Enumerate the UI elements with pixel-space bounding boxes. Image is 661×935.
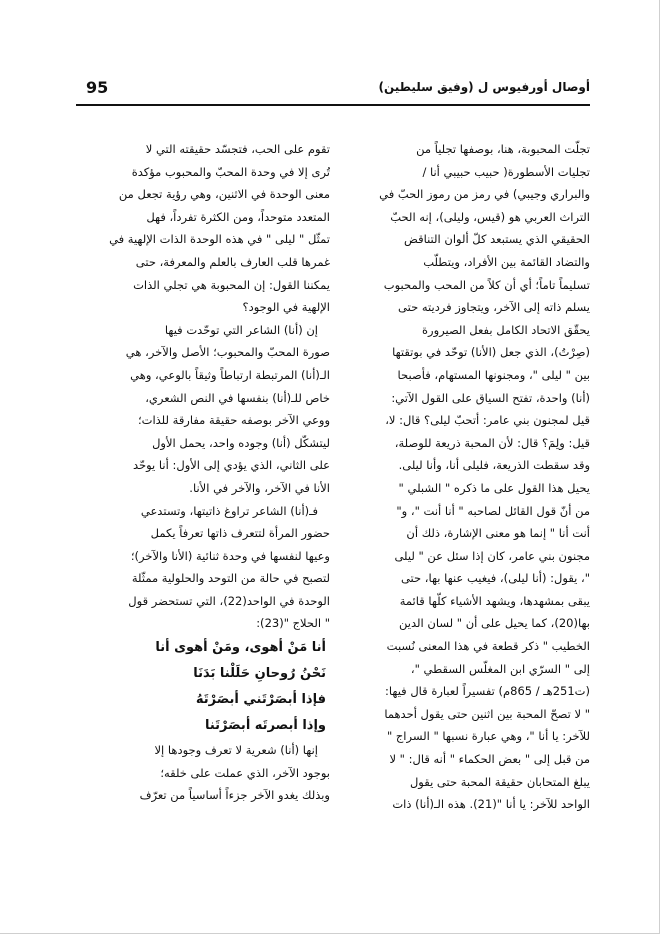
text-line: بين " ليلى "، ومجنونها المستهام، فأصبحا xyxy=(397,367,590,382)
poem-verse: وإذا أبصرتَه أبصَرْتَنا xyxy=(204,718,326,734)
text-line: الوحدة في الواحد(22)، التي تستحضر قول xyxy=(128,593,330,608)
text-line: " الحلاج "(23): xyxy=(256,616,330,631)
text-line: تمثّل " ليلى " في هذه الوحدة الذات الإلهية في xyxy=(109,232,330,247)
text-line: من أنّ قول القائل لصاحبه " أنا أنت "، و" xyxy=(396,503,590,518)
text-line: (صِرْتُ)، الذي جعل (الأنا) توحّد في بوتقتها xyxy=(392,345,590,360)
text-line: يحقّق الاتحاد الكامل بفعل الصيرورة xyxy=(422,322,590,337)
text-line: الأنا في الآخر، والآخر في الأنا. xyxy=(189,480,330,495)
text-line: وقد سقطت الذريعة، فليلى أنا، وأنا ليلى. xyxy=(398,458,590,473)
text-line: تجلّت المحبوبة، هنا، بوصفها تجلياً من xyxy=(416,142,590,156)
text-line: حضور المرأة لتتعرف ذاتها تعرفاً يكمل xyxy=(150,526,330,541)
text-line: غمرها قلب العارف بالعلم والمعرفة، حتى xyxy=(135,254,330,269)
text-line: "، يقول: (أنا ليلى)، فيغيب عنها بها، حتى xyxy=(400,571,590,586)
text-line: (أنا) واحدة، تفتح السياق على القول الآتي: xyxy=(391,390,590,405)
text-line: يبلغ المتحابان حقيقة المحبة حتى يقول xyxy=(409,774,590,789)
text-line: لتصبح في حالة من التوحد والحلولية ممثّلة xyxy=(131,571,330,586)
text-line: يسلم ذاته إلى الآخر، ويتجاوز فرديته حتى xyxy=(398,300,590,315)
text-line: تقوم على الحب، فتجسّد حقيقته التي لا xyxy=(145,142,330,156)
left-column-text-after-poem xyxy=(98,739,330,807)
text-line: (ت251هـ / 865م) تفسيراً لعبارة قال فيها: xyxy=(385,684,590,699)
text-line: يحيل هذا القول على ما ذكره " الشبلي " xyxy=(398,480,590,495)
text-line: بها(20)، كما يحيل على أن " لسان الدين xyxy=(399,616,590,631)
text-line: تُرى إلا في وحدة المحبّ والمحبوب مؤكدة xyxy=(131,164,330,179)
text-line: على الثاني، الذي يؤدي إلى الأول: أنا يوحّد xyxy=(132,458,330,473)
text-line: الواحد للآخر: يا أنا "(21). هذه الـ(أنا) ذات xyxy=(392,797,590,812)
text-line: الـ(أنا) المرتبطة ارتباطاً وثيقاً بالوعي، وهي xyxy=(130,367,330,382)
text-line: للآخر: يا أنا "، وهي عبارة نسبها " السراج " xyxy=(386,729,590,744)
text-line: من قبل إلى " بعض الحكماء " أنه قال: " لا xyxy=(389,752,590,767)
text-line: ووعي الآخر بوصفه حقيقة مفارقة للذات؛ xyxy=(137,413,330,428)
text-line: صورة المحبّ والمحبوب؛ الأصل والآخر، هي xyxy=(125,345,330,360)
text-line: فـ(أنا) الشاعر تراوغ ذاتيتها، وتستدعي xyxy=(140,503,318,518)
text-line: " لا تصحّ المحبة بين اثنين حتى يقول أحدهما xyxy=(384,706,590,721)
poem xyxy=(98,635,330,739)
text-line: قيل لمجنون بني عامر: أتحبّ ليلى؟ قال: لا، xyxy=(385,413,590,428)
text-line: بوجود الآخر، الذي عملت على خلقه؛ xyxy=(160,765,330,780)
header-rule xyxy=(76,104,590,106)
text-line: يمكننا القول: إن المحبوبة هي تجلي الذات xyxy=(133,277,330,292)
text-line: أنت أنا " إنما هو معنى الإشارة، ذلك أن xyxy=(406,526,590,541)
text-line: تجليات الأسطورة( حبيب حبيبي أنا / xyxy=(422,164,590,179)
text-line: خاص للـ(أنا) بنفسها في النص الشعري، xyxy=(145,390,330,405)
text-line: معنى الوحدة في الاثنين، وهي رؤية تجعل من xyxy=(118,187,330,202)
text-line: والتضاد القائمة بين الأفراد، ويتطلّب xyxy=(423,254,590,269)
page-number: 95 xyxy=(86,78,109,97)
running-title: أوصال أورفيوس ل (وفيق سليطين) xyxy=(378,80,590,94)
left-column-text-before-poem xyxy=(98,138,330,635)
right-column xyxy=(358,138,590,816)
left-column xyxy=(98,138,330,807)
text-line: وبذلك يغدو الآخر جزءاً أساسياً من تعرّف xyxy=(139,788,330,803)
text-line: الخطيب " ذكر قطعة في هذا المعنى نُسبت xyxy=(386,639,590,654)
poem-verse: فإذا أبصَرْتَني أبصَرْتَهُ xyxy=(195,692,326,708)
page-header xyxy=(76,76,590,106)
poem-verse: أنا مَنْ أهوى، ومَنْ أهوى أنا xyxy=(155,640,326,656)
text-line: قيل: ولِمَ؟ قال: لأن المحبة ذريعة للوصلة، xyxy=(394,435,590,450)
text-line: الإلهية في الوجود؟ xyxy=(242,300,330,315)
text-line: وعيها لنفسها في وحدة ثنائية (الأنا والآخر)؛ xyxy=(130,548,330,563)
text-line: ليتشكّل (أنا) وجوده واحد، يحمل الأول xyxy=(152,435,330,450)
text-line: والبراري وجيبي) في رمز من رموز الحبّ في xyxy=(379,187,590,202)
text-line: يبقى بمشهدها، ويشهد الأشياء كلّها قائمة xyxy=(399,593,590,608)
text-line: إلى " السرّي ابن المغلّس السقطي "، xyxy=(410,661,590,676)
text-line: إن (أنا) الشاعر التي توحّدت فيها xyxy=(164,322,318,337)
text-line: الحقيقي الذي يستبعد كلّ ألوان التناقض xyxy=(403,232,590,247)
text-line: التراث العربي هو (قيس، وليلى)، إنه الحبّ xyxy=(390,209,590,224)
poem-verse: نَحْنُ رُوحانِ حَلَلْنا بَدَنَا xyxy=(193,666,326,682)
text-line: المتعدد متوحداً، ومن الكثرة تفرداً، فهل xyxy=(146,209,330,224)
text-line: تسليماً تاماً؛ أي أن كلاً من المحب والمحبوب xyxy=(383,277,590,292)
text-line: مجنون بني عامر، كان إذا سئل عن " ليلى xyxy=(394,548,590,563)
text-line: إنها (أنا) شعرية لا تعرف وجودها إلا xyxy=(154,743,318,758)
